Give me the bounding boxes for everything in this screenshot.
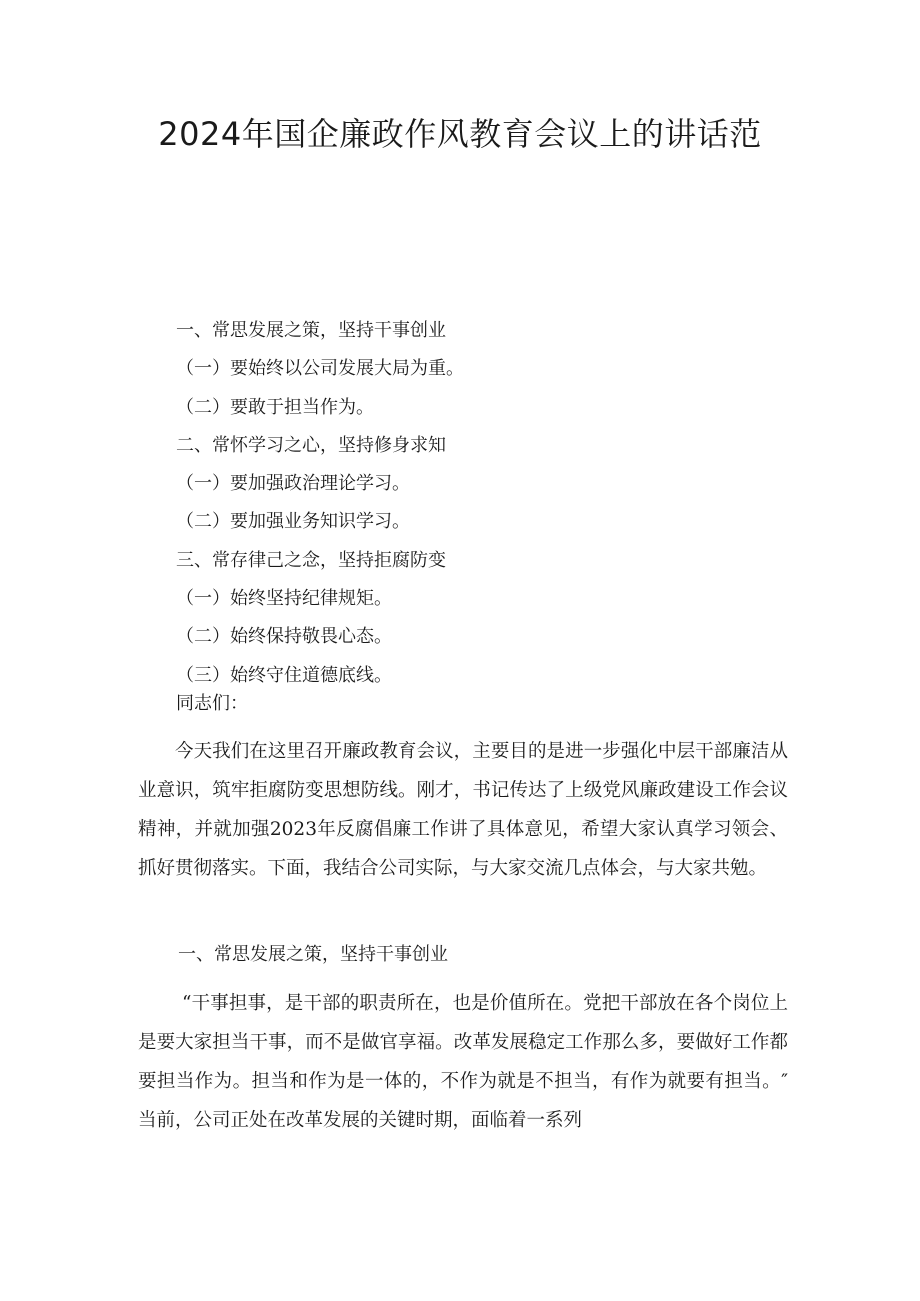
- body-paragraph: “干事担事，是干部的职责所在，也是价值所在。党把干部放在各个岗位上是要大家担当干事，而不是做官享福。改革发展稳定工作那么多，要做好工作都要担当作为。担当和作为是一体的，不作为就是不担当，有作为就要有担当。″当前，公司正处在改革发展的关键时期，面临着一系列: [138, 993, 788, 1131]
- outline-item: （一）始终坚持纪律规矩。: [176, 588, 392, 610]
- outline-item: 三、常存律己之念，坚持拒腐防变: [176, 549, 446, 571]
- outline-item: （一）要始终以公司发展大局为重。: [176, 358, 464, 380]
- outline-item: （三）始终守住道德底线。: [176, 664, 392, 686]
- outline-item: （一）要加强政治理论学习。: [176, 473, 410, 495]
- outline-list: [176, 312, 796, 695]
- body-paragraph: 今天我们在这里召开廉政教育会议，主要目的是进一步强化中层干部廉洁从业意识，筑牢拒腐防变思想防线。刚才，书记传达了上级党风廉政建设工作会议精神，并就加强2023年反腐倡廉工作讲了具体意见，希望大家认真学习领会、抓好贯彻落实。下面，我结合公司实际，与大家交流几点体会，与大家共勉。: [138, 741, 788, 879]
- outline-item: （二）要敢于担当作为。: [176, 396, 374, 418]
- outline-item: 二、常怀学习之心，坚持修身求知: [176, 434, 446, 456]
- section-heading: 一、常思发展之策，坚持干事创业: [178, 944, 448, 965]
- outline-item: （二）始终保持敬畏心态。: [176, 626, 392, 648]
- outline-item: （二）要加强业务知识学习。: [176, 511, 410, 533]
- outline-item: 一、常思发展之策，坚持干事创业: [176, 320, 446, 341]
- greeting: 同志们：: [176, 693, 248, 714]
- document-title: 2024年国企廉政作风教育会议上的讲话范: [158, 115, 762, 153]
